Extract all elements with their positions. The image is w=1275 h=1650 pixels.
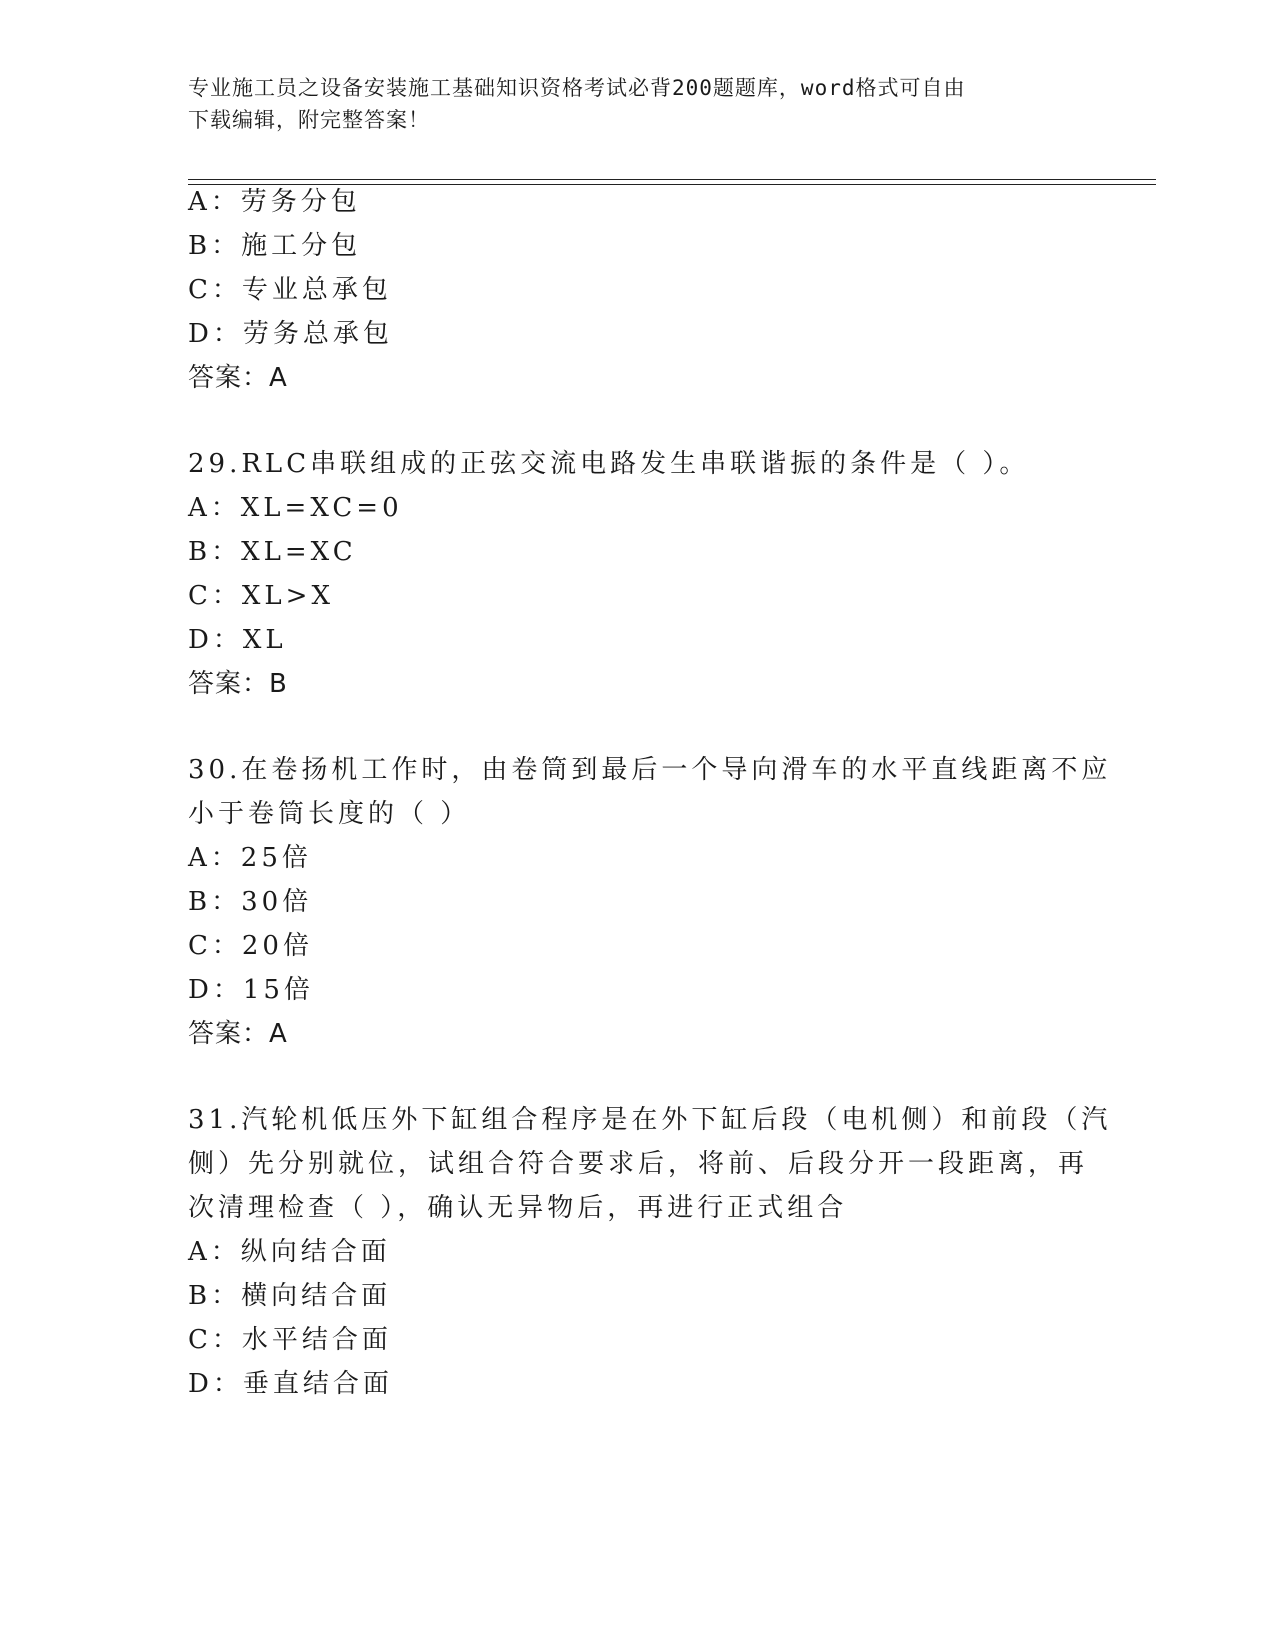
q31-option-a: A：纵向结合面 — [188, 1237, 391, 1267]
q28-option-d: D：劳务总承包 — [188, 319, 393, 349]
q29-stem: 29.RLC串联组成的正弦交流电路发生串联谐振的条件是（ ）。 — [188, 449, 1030, 479]
q29-option-b: B：XL=XC — [188, 537, 357, 567]
header-rule-top — [188, 179, 1156, 180]
header-line-2: 下载编辑，附完整答案！ — [188, 108, 430, 132]
q30-stem-line-2: 小于卷筒长度的（ ） — [188, 799, 471, 829]
q29-option-c: C：XL>X — [188, 581, 334, 611]
header-rule-bottom — [188, 184, 1156, 185]
q30-option-d: D：15倍 — [188, 975, 314, 1005]
q31-stem-line-3: 次清理检查（ ），确认无异物后，再进行正式组合 — [188, 1193, 848, 1223]
q30-option-b: B：30倍 — [188, 887, 313, 917]
document-header — [188, 72, 1088, 136]
q31-stem-line-1: 31.汽轮机低压外下缸组合程序是在外下缸后段（电机侧）和前段（汽 — [188, 1105, 1112, 1135]
q30-answer: 答案：A — [188, 1019, 288, 1049]
q31-option-b: B：横向结合面 — [188, 1281, 392, 1311]
q28-option-c: C：专业总承包 — [188, 275, 392, 305]
q29-option-d: D：XL — [188, 625, 287, 655]
q31-option-d: D：垂直结合面 — [188, 1369, 393, 1399]
q30-stem-line-1: 30.在卷扬机工作时，由卷筒到最后一个导向滑车的水平直线距离不应 — [188, 755, 1112, 785]
q30-option-a: A：25倍 — [188, 843, 312, 873]
q29-option-a: A：XL=XC=0 — [188, 493, 403, 523]
q28-option-a: A：劳务分包 — [188, 187, 361, 217]
q31-stem-line-2: 侧）先分别就位，试组合符合要求后，将前、后段分开一段距离，再 — [188, 1149, 1089, 1179]
q28-answer: 答案：A — [188, 363, 288, 393]
q29-answer: 答案：B — [188, 669, 288, 699]
header-line-1: 专业施工员之设备安装施工基础知识资格考试必背200题题库，word格式可自由 — [188, 76, 966, 100]
q31-option-c: C：水平结合面 — [188, 1325, 392, 1355]
q30-option-c: C：20倍 — [188, 931, 313, 961]
q28-option-b: B：施工分包 — [188, 231, 362, 261]
